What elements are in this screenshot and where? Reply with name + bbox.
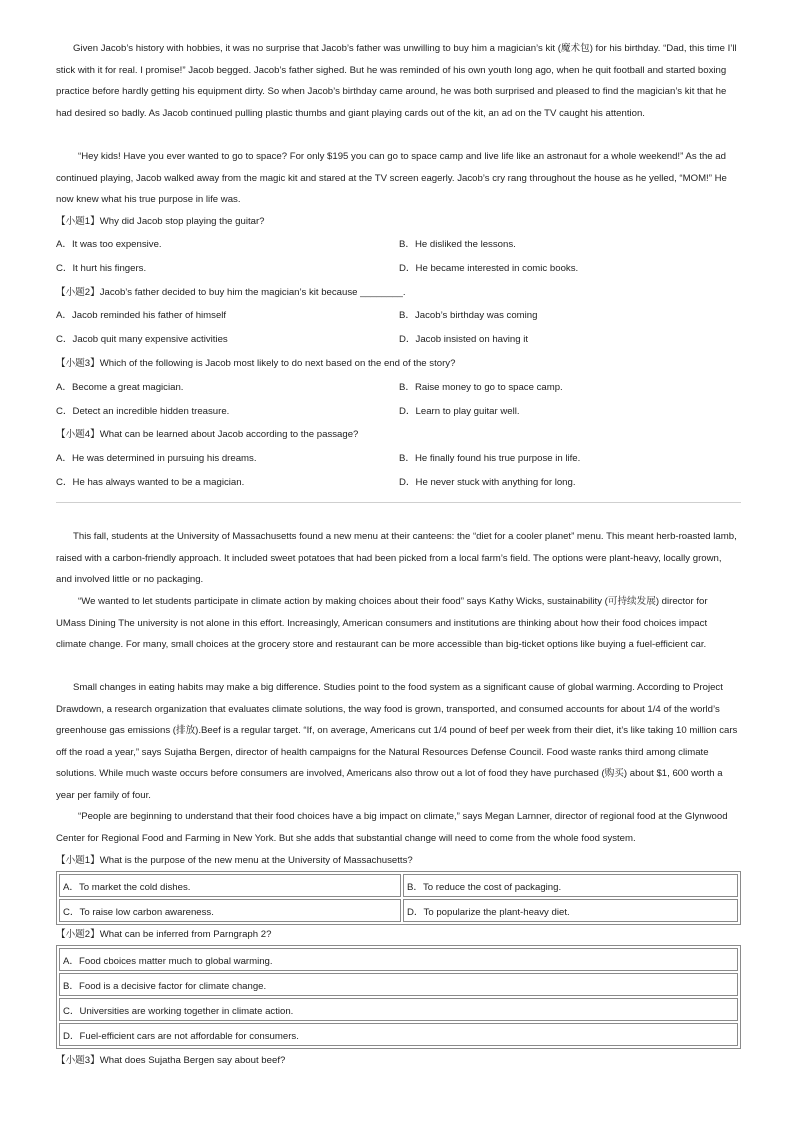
- p1-q4-option-c[interactable]: C．He has always wanted to be a magician.: [56, 477, 245, 488]
- p2-q2-option-b[interactable]: B．Food is a decisive factor for climate change.: [59, 973, 738, 996]
- p1-q3-option-d[interactable]: D．Learn to play guitar well.: [399, 406, 520, 417]
- p1-q3-option-a[interactable]: A．Become a great magician.: [56, 382, 184, 393]
- p2-q1-option-b[interactable]: B．To reduce the cost of packaging.: [403, 874, 738, 897]
- p2-q2-option-a[interactable]: A．Food cboices matter much to global warming.: [59, 948, 738, 971]
- passage-divider: [56, 502, 741, 503]
- passage1-paragraph-2: “Hey kids! Have you ever wanted to go to space? For only $195 you can go to space camp and live life like an astronaut for a whole weekend!” As the ad continued playing, Jacob walked away from the magic kit and stared at the TV screen eagerly. Jacob’s cry rang throughout the house as he yelled, “MOM!” He now knew what his true purpose in life was.: [56, 151, 727, 206]
- passage2-paragraph-3: Small changes in eating habits may make a big difference. Studies point to the food system as a significant cause of global warming. According to Project Drawdown, a research organization that evaluates climate solutions, the way food is grown, transported, and consumed accounts for about 1/4 of the world’s greenhouse gas emissions (排放).Beef is a regular target. “If, on average, Americans cut 1/4 pound of beef per week from their diet, it’s like taking 10 million cars off the road a year,” says Sujatha Bergen, director of health campaigns for the Natural Resources Defense Council. Food waste ranks third among climate solutions. While much waste occurs before consumers are involved, Americans also throw out a lot of food they have purchased (购买) about $1, 600 worth a year per family of four.: [56, 682, 738, 801]
- p2-question-2-stem: 【小题2】What can be inferred from Parngraph 2?: [56, 929, 272, 940]
- p1-q1-option-c[interactable]: C．It hurt his fingers.: [56, 263, 147, 274]
- passage2-paragraph-2: “We wanted to let students participate in climate action by making choices about their food” says Kathy Wicks, sustainability (可持续发展) director for UMass Dining The university is not alone in this effort. Increasingly, American consumers and institutions are thinking about how their food choices impact climate change. For many, small choices at the grocery store and restaurant can be more accessible than big-ticket options like buying a fuel-efficient car.: [56, 596, 708, 651]
- p2-q2-option-c[interactable]: C．Universities are working together in climate action.: [59, 998, 738, 1021]
- p1-q2-option-a[interactable]: A．Jacob reminded his father of himself: [56, 310, 227, 321]
- p2-question-1-stem: 【小题1】What is the purpose of the new menu at the University of Massachusetts?: [56, 855, 413, 866]
- p2-q1-options-table: [56, 871, 741, 925]
- p1-q4-option-b[interactable]: B．He finally found his true purpose in life.: [399, 453, 581, 464]
- p1-q3-option-c[interactable]: C．Detect an incredible hidden treasure.: [56, 406, 230, 417]
- p2-q1-option-c[interactable]: C．To raise low carbon awareness.: [59, 899, 401, 922]
- passage2-paragraph-4: “People are beginning to understand that their food choices have a big impact on climate,” says Megan Larnner, director of regional food at the Glynwood Center for Regional Food and Farming in New York. But she adds that substantial change will need to come from the whole food system.: [56, 811, 728, 844]
- p1-q4-option-d[interactable]: D．He never stuck with anything for long.: [399, 477, 576, 488]
- p1-question-2-stem: 【小题2】Jacob’s father decided to buy him the magician’s kit because ________.: [56, 287, 406, 298]
- p1-q3-option-b[interactable]: B．Raise money to go to space camp.: [399, 382, 563, 393]
- p1-q2-option-d[interactable]: D．Jacob insisted on having it: [399, 334, 529, 345]
- p1-question-3-stem: 【小题3】Which of the following is Jacob most likely to do next based on the end of the story?: [56, 358, 456, 369]
- p2-q1-option-a[interactable]: A．To market the cold dishes.: [59, 874, 401, 897]
- p1-q2-option-b[interactable]: B．Jacob’s birthday was coming: [399, 310, 538, 321]
- p1-q4-option-a[interactable]: A．He was determined in pursuing his dreams.: [56, 453, 257, 464]
- passage1-paragraph-1: Given Jacob’s history with hobbies, it was no surprise that Jacob’s father was unwilling to buy him a magician’s kit (魔术包) for his birthday. “Dad, this time I’ll stick with it for real. I promise!” Jacob begged. Jacob’s father sighed. But he was reminded of his own youth long ago, when he quit football and started boxing practice before hardly getting his equipment dirty. So when Jacob’s birthday came around, he was both surprised and pleased to find the magician’s kit that he had desired so badly. As Jacob continued pulling plastic thumbs and giant playing cards out of the kit, an ad on the TV caught his attention.: [56, 43, 737, 119]
- p1-q2-option-c[interactable]: C．Jacob quit many expensive activities: [56, 334, 228, 345]
- p1-question-1-stem: 【小题1】Why did Jacob stop playing the guitar?: [56, 216, 265, 227]
- p1-q1-option-d[interactable]: D．He became interested in comic books.: [399, 263, 579, 274]
- p2-q2-option-d[interactable]: D．Fuel-efficient cars are not affordable for consumers.: [59, 1023, 738, 1046]
- passage2-paragraph-1: This fall, students at the University of Massachusetts found a new menu at their canteens: the “diet for a cooler planet” menu. This meant herb-roasted lamb, raised with a carbon-friendly approach. It included sweet potatoes that had been picked from a local farm’s field. The options were plant-heavy, locally grown, and involved little or no packaging.: [56, 531, 737, 586]
- p1-q1-option-a[interactable]: A．It was too expensive.: [56, 239, 162, 250]
- p2-q2-options-table: [56, 945, 741, 1049]
- p1-q1-option-b[interactable]: B．He disliked the lessons.: [399, 239, 516, 250]
- p1-question-4-stem: 【小题4】What can be learned about Jacob according to the passage?: [56, 429, 359, 440]
- p2-q1-option-d[interactable]: D．To popularize the plant-heavy diet.: [403, 899, 738, 922]
- p2-question-3-stem: 【小题3】What does Sujatha Bergen say about beef?: [56, 1055, 286, 1066]
